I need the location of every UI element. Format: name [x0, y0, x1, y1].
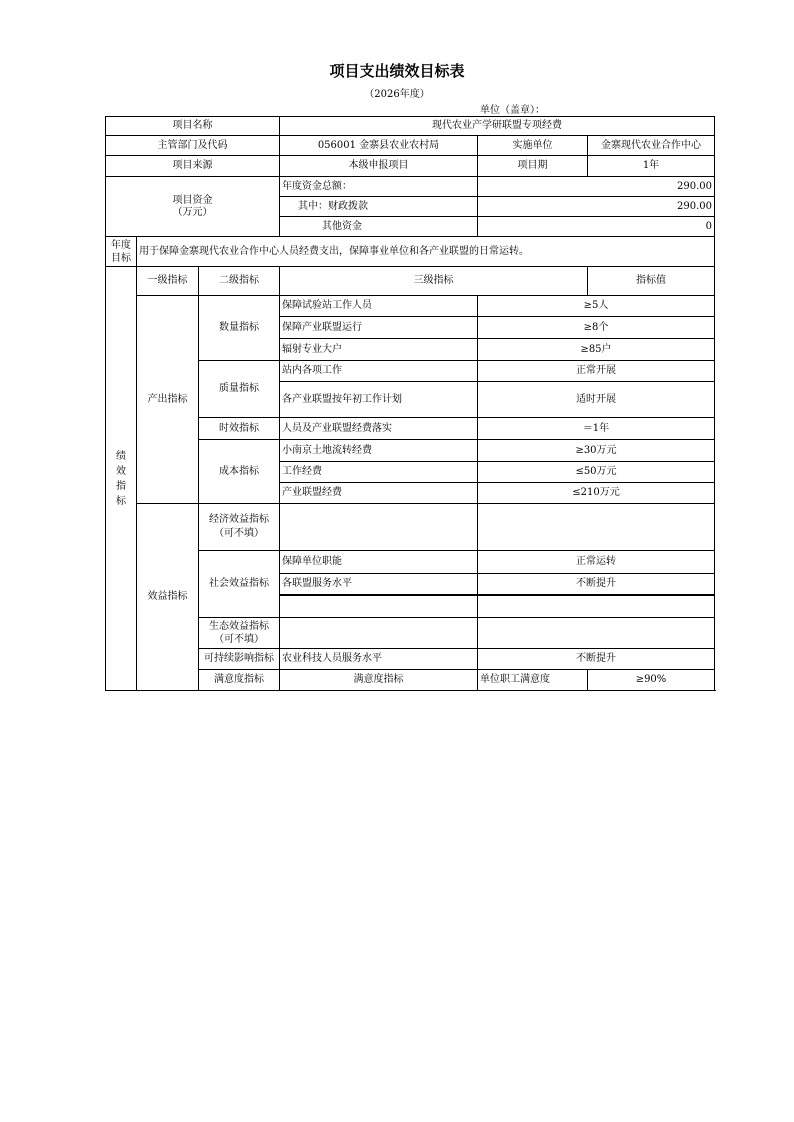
sustain-indicator-label: 可持续影响指标 — [199, 649, 280, 670]
cost-item-name: 产业联盟经费 — [280, 483, 478, 504]
header-level1: 一级指标 — [137, 267, 199, 296]
timeliness-indicator-label: 时效指标 — [199, 418, 280, 440]
quantity-indicator-label: 数量指标 — [199, 296, 280, 361]
perf-indicator-label — [106, 267, 137, 691]
social-indicator-label: 社会效益指标 — [199, 551, 280, 618]
funds-label — [106, 177, 280, 237]
quantity-item-name: 保障产业联盟运行 — [280, 317, 478, 339]
sustain-item-value: 不断提升 — [478, 649, 715, 670]
economic-item-name — [280, 504, 478, 551]
eco-item-value — [478, 618, 715, 649]
annual-goal-row — [106, 237, 715, 267]
eco-label-line1: 生态效益指标 — [209, 621, 269, 632]
cost-item-value: ≥30万元 — [478, 440, 715, 462]
page-title: 项目支出绩效目标表 — [329, 62, 465, 80]
benefit-indicator-label: 效益指标 — [137, 504, 199, 691]
funds-label-line1: 项目资金 — [172, 194, 213, 206]
quantity-item-value: ≥8个 — [478, 317, 715, 339]
timeliness-item-name: 人员及产业联盟经费落实 — [280, 418, 478, 440]
social-item-name — [280, 596, 478, 618]
economic-label-line1: 经济效益指标 — [209, 514, 269, 525]
year-label: （2026年度） — [364, 89, 430, 100]
social-item-value: 不断提升 — [478, 574, 715, 595]
performance-table — [105, 116, 715, 691]
project-name-row — [106, 117, 715, 136]
funds-fiscal-label: 其中：财政拨款 — [280, 197, 478, 217]
table-row — [106, 296, 715, 317]
cost-item-value: ≤210万元 — [478, 483, 715, 504]
eco-label-line2: （可不填） — [214, 634, 264, 645]
cost-item-name: 小南京土地流转经费 — [280, 440, 478, 462]
satisfaction-item-name: 单位职工满意度 — [478, 670, 588, 691]
annual-goal-label-line1: 年度 — [111, 239, 131, 251]
funds-other-value: 0 — [478, 217, 715, 237]
source-row — [106, 156, 715, 177]
impl-value: 金寨现代农业合作中心 — [588, 136, 715, 156]
source-value: 本级申报项目 — [280, 156, 478, 177]
dept-row — [106, 136, 715, 156]
dept-value: 056001 金寨县农业农村局 — [280, 136, 478, 156]
source-label: 项目来源 — [106, 156, 280, 177]
funds-label-line2: （万元） — [172, 206, 213, 218]
timeliness-item-value: ＝1年 — [478, 418, 715, 440]
quantity-item-value: ≥85户 — [478, 339, 715, 361]
period-label: 项目期 — [478, 156, 588, 177]
economic-indicator-label — [199, 504, 280, 551]
perf-char: 指 — [116, 480, 126, 492]
annual-goal-label-line2: 目标 — [111, 252, 131, 264]
social-item-name: 各联盟服务水平 — [280, 574, 478, 595]
quality-item-name: 各产业联盟按年初工作计划 — [280, 382, 478, 418]
header-level3: 三级指标 — [280, 267, 588, 296]
period-value: 1年 — [588, 156, 715, 177]
annual-goal-text: 用于保障金寨现代农业合作中心人员经费支出，保障事业单位和各产业联盟的日常运转。 — [137, 237, 715, 267]
dept-label: 主管部门及代码 — [106, 136, 280, 156]
annual-goal-label — [106, 237, 137, 267]
economic-label-line2: （可不填） — [214, 528, 264, 539]
funds-total-value: 290.00 — [478, 177, 715, 197]
perf-char: 标 — [116, 495, 126, 507]
perf-char: 效 — [116, 465, 126, 477]
header-value: 指标值 — [588, 267, 715, 296]
quality-item-name: 站内各项工作 — [280, 361, 478, 382]
satisfaction-item-value: ≥90% — [588, 670, 715, 691]
impl-label: 实施单位 — [478, 136, 588, 156]
quality-indicator-label: 质量指标 — [199, 361, 280, 418]
quality-item-value: 正常开展 — [478, 361, 715, 382]
social-item-value: 正常运转 — [478, 551, 715, 574]
funds-fiscal-value: 290.00 — [478, 197, 715, 217]
indicator-header-row — [106, 267, 715, 296]
sustain-item-name: 农业科技人员服务水平 — [280, 649, 478, 670]
quality-item-value: 适时开展 — [478, 382, 715, 418]
funds-other-label: 其他资金 — [280, 217, 478, 237]
satisfaction-level2-label: 满意度指标 — [280, 670, 478, 691]
table-row — [106, 504, 715, 551]
perf-char: 绩 — [116, 450, 126, 462]
eco-indicator-label — [199, 618, 280, 649]
economic-item-value — [478, 504, 715, 551]
cost-item-name: 工作经费 — [280, 462, 478, 483]
quantity-item-name: 辐射专业大户 — [280, 339, 478, 361]
project-name-value: 现代农业产学研联盟专项经费 — [280, 117, 715, 136]
funds-total-row — [106, 177, 715, 197]
satisfaction-level1-label: 满意度指标 — [199, 670, 280, 691]
unit-stamp-label: 单位（盖章）： — [480, 105, 545, 116]
funds-total-label: 年度资金总额： — [280, 177, 478, 197]
social-item-name: 保障单位职能 — [280, 551, 478, 574]
project-name-label: 项目名称 — [106, 117, 280, 136]
social-item-value — [478, 596, 715, 618]
cost-item-value: ≤50万元 — [478, 462, 715, 483]
eco-item-name — [280, 618, 478, 649]
cost-indicator-label: 成本指标 — [199, 440, 280, 504]
header-level2: 二级指标 — [199, 267, 280, 296]
output-indicator-label: 产出指标 — [137, 296, 199, 504]
quantity-item-value: ≥5人 — [478, 296, 715, 317]
quantity-item-name: 保障试验站工作人员 — [280, 296, 478, 317]
